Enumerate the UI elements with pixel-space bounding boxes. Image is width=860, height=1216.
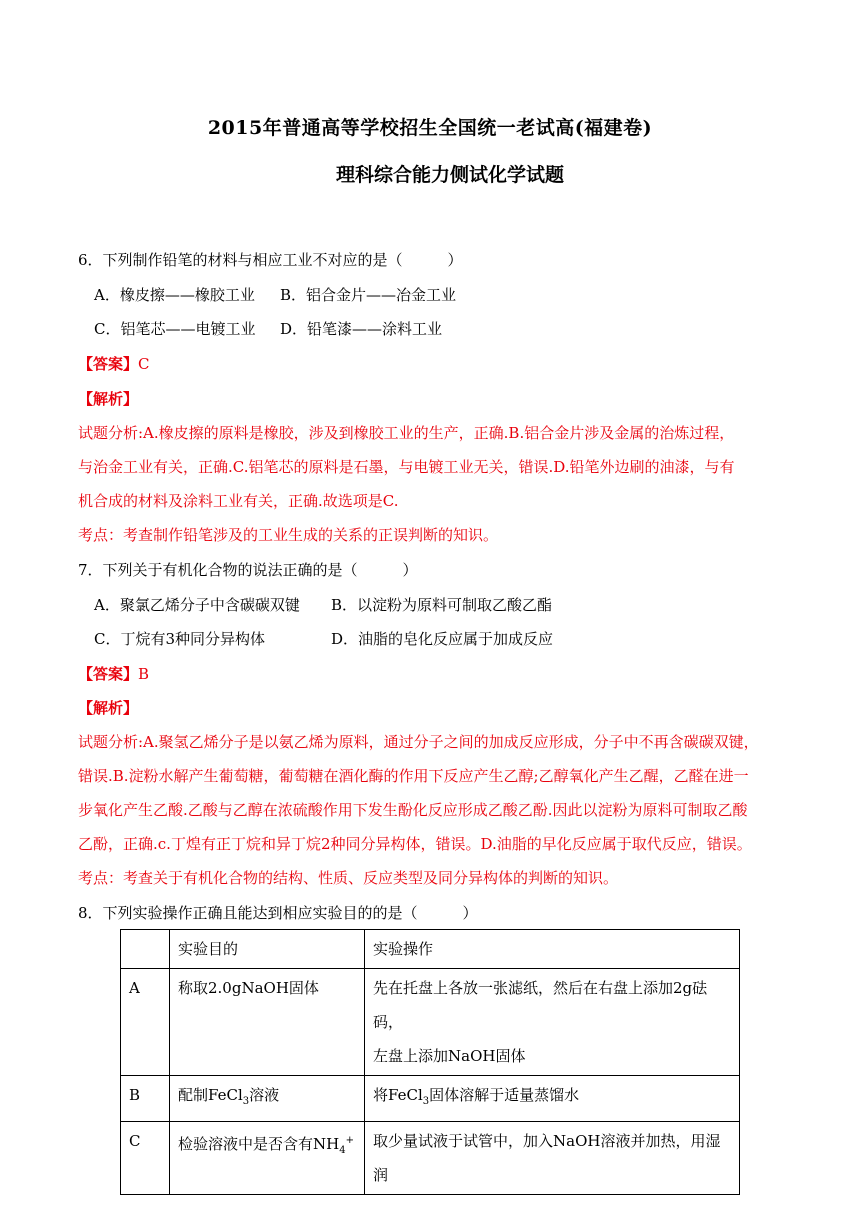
operation-subscript: 3 bbox=[422, 1096, 430, 1107]
row-operation-line1: 先在托盘上各放一张滤纸，然后在右盘上添加2g砝码， bbox=[373, 979, 708, 1031]
table-row bbox=[121, 1076, 740, 1122]
q7-stem: 7．下列关于有机化合物的说法正确的是（ ） bbox=[78, 561, 418, 579]
q6-answer bbox=[78, 353, 150, 374]
row-operation-line2: 左盘上添加NaOH固体 bbox=[373, 1047, 526, 1065]
row-purpose bbox=[170, 1076, 365, 1122]
document-subtitle: 理科综合能力侧试化学试题 bbox=[335, 164, 564, 186]
q6-option-d: D．铅笔漆——涂料工业 bbox=[280, 320, 443, 338]
purpose-subscript: 4 bbox=[339, 1145, 346, 1156]
q7-option-d: D．油脂的皂化反应属于加成反应 bbox=[331, 630, 554, 648]
purpose-subscript: 3 bbox=[242, 1096, 250, 1107]
q6-analysis-line1: 试题分析:A.橡皮擦的原料是橡胶，涉及到橡胶工业的生产，正确.B.铝合金片涉及金属的治炼过程， bbox=[78, 424, 735, 442]
q7-option-a: A．聚氯乙烯分子中含碳碳双键 bbox=[94, 596, 300, 614]
table-row bbox=[121, 1122, 740, 1195]
q6-option-b: B．铝合金片——冶金工业 bbox=[280, 286, 457, 304]
q7-analysis-line3: 步氧化产生乙酸.乙酸与乙醇在浓硫酸作用下发生酚化反应形成乙酸乙酚.因此以淀粉为原料可制取乙酸 bbox=[78, 801, 748, 819]
table-header-purpose: 实验目的 bbox=[170, 930, 365, 969]
row-label: C bbox=[121, 1122, 170, 1195]
operation-text: 将FeCl bbox=[373, 1086, 423, 1104]
table-row bbox=[121, 969, 740, 1076]
purpose-superscript: + bbox=[345, 1135, 354, 1146]
q6-options-row1 bbox=[94, 284, 456, 305]
row-operation bbox=[365, 1076, 740, 1122]
row-purpose bbox=[170, 1122, 365, 1195]
q7-answer-value: B bbox=[138, 665, 150, 683]
q6-analysis-line2: 与治金工业有关，正确.C.铝笔芯的原料是石墨，与电镀工业无关，错误.D.铅笔外边刷的油漆，与有 bbox=[78, 458, 735, 476]
table-header-row bbox=[121, 930, 740, 969]
table-header-blank bbox=[121, 930, 170, 969]
row-label: A bbox=[121, 969, 170, 1076]
q7-analysis-label: 【解析】 bbox=[78, 699, 139, 717]
q7-options-row1 bbox=[94, 594, 552, 615]
q7-analysis-line1: 试题分析:A.聚氢乙烯分子是以氨乙烯为原料，通过分子之间的加成反应形成，分子中不再含碳碳双键， bbox=[78, 733, 759, 751]
q6-option-a: A．橡皮擦——橡胶工业 bbox=[94, 286, 255, 304]
q6-options-row2 bbox=[94, 318, 442, 339]
q7-options-row2 bbox=[94, 628, 553, 649]
q6-kaodian: 考点：考查制作铅笔涉及的工业生成的关系的正误判断的知识。 bbox=[78, 526, 499, 544]
row-label: B bbox=[121, 1076, 170, 1122]
q8-stem: 8．下列实验操作正确且能达到相应实验目的的是（ ） bbox=[78, 904, 478, 922]
q7-analysis-line2: 错误.B.淀粉水解产生葡萄糖，葡萄糖在酒化酶的作用下反应产生乙醇;乙醇氧化产生乙醒，乙醛在进一 bbox=[78, 767, 749, 785]
row-operation bbox=[365, 969, 740, 1076]
q6-option-c: C．铝笔芯——电镀工业 bbox=[94, 320, 256, 338]
q6-analysis-line3: 机合成的材料及涂料工业有关，正确.故选项是C. bbox=[78, 492, 399, 510]
purpose-text: 检验溶液中是否含有NH bbox=[178, 1135, 340, 1153]
q6-stem: 6．下列制作铅笔的材料与相应工业不对应的是（ ） bbox=[78, 251, 463, 269]
document-title: 2015年普通高等学校招生全国统一老试高(福建卷) bbox=[207, 117, 653, 139]
experiment-table bbox=[120, 929, 740, 1195]
q7-answer bbox=[78, 663, 149, 684]
operation-text-post: 固体溶解于适量蒸馏水 bbox=[429, 1086, 580, 1104]
q6-answer-label: 【答案】 bbox=[78, 355, 139, 373]
q7-answer-label: 【答案】 bbox=[78, 665, 139, 683]
purpose-text: 配制FeCl bbox=[178, 1086, 243, 1104]
row-operation: 取少量试液于试管中，加入NaOH溶液并加热，用湿润 bbox=[365, 1122, 740, 1195]
table-header-operation: 实验操作 bbox=[365, 930, 740, 969]
q6-analysis-label: 【解析】 bbox=[78, 390, 139, 408]
q7-option-c: C．丁烷有3种同分异构体 bbox=[94, 630, 266, 648]
purpose-text-post: 溶液 bbox=[249, 1086, 280, 1104]
row-purpose: 称取2.0gNaOH固体 bbox=[170, 969, 365, 1076]
q7-option-b: B．以淀粉为原料可制取乙酸乙酯 bbox=[331, 596, 553, 614]
q6-answer-value: C bbox=[138, 355, 150, 373]
q7-analysis-line4: 乙酚，正确.c.丁煌有正丁烷和异丁烷2种同分异构体，错误。D.油脂的早化反应属于取代反应，错误。 bbox=[78, 835, 752, 853]
q7-kaodian: 考点：考查关于有机化合物的结构、性质、反应类型及同分异构体的判断的知识。 bbox=[78, 869, 619, 887]
